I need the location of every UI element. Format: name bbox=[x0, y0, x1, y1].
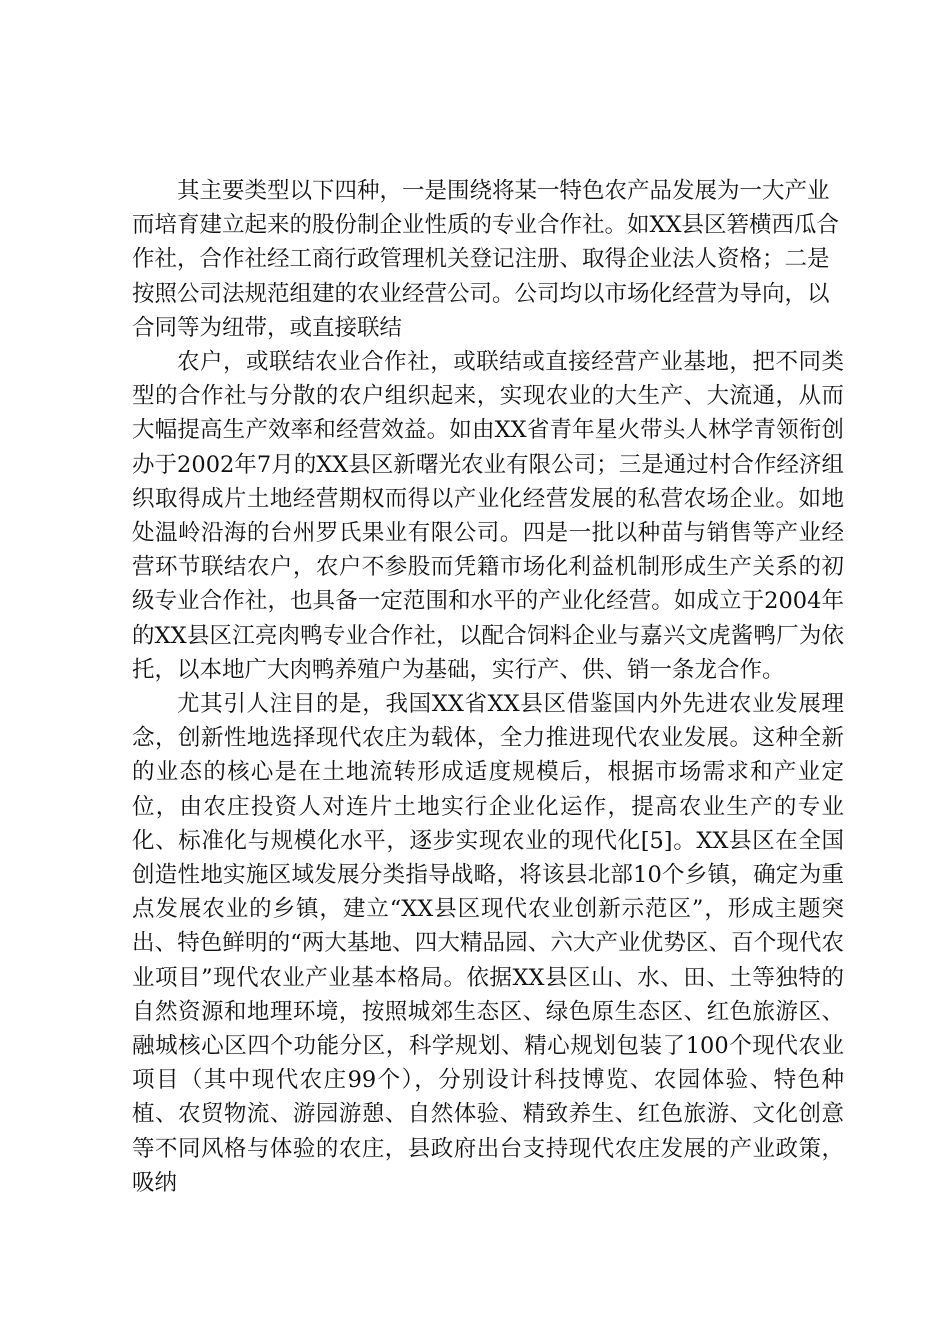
document-body bbox=[132, 174, 844, 1200]
paragraph-1: 其主要类型以下四种，一是围绕将某一特色农产品发展为一大产业而培育建立起来的股份制企业性质的专业合作社。如XX县区箬横西瓜合作社，合作社经工商行政管理机关登记注册、取得企业法人资格；二是按照公司法规范组建的农业经营公司。公司均以市场化经营为导向，以合同等为纽带，或直接联结 bbox=[132, 178, 840, 341]
paragraph-3: 尤其引人注目的是，我国XX省XX县区借鉴国内外先进农业发展理念，创新性地选择现代农庄为载体，全力推进现代农业发展。这种全新的业态的核心是在土地流转形成适度规模后，根据市场需求和产业定位，由农庄投资人对连片土地实行企业化运作，提高农业生产的专业化、标准化与规模化水平，逐步实现农业的现代化[5]。XX县区在全国创造性地实施区域发展分类指导战略，将该县北部10个乡镇，确定为重点发展农业的乡镇，建立“XX县区现代农业创新示范区”，形成主题突出、特色鲜明的“两大基地、四大精品园、六大产业优势区、百个现代农业项目”现代农业产业基本格局。依据XX县区山、水、田、土等独特的自然资源和地理环境，按照城郊生态区、绿色原生态区、红色旅游区、融城核心区四个功能分区，科学规划、精心规划包装了100个现代农业项目（其中现代农庄99个），分别设计科技博览、农园体验、特色种植、农贸物流、游园游憩、自然体验、精致养生、红色旅游、文化创意等不同风格与体验的农庄，县政府出台支持现代农庄发展的产业政策，吸纳 bbox=[132, 691, 844, 1196]
paragraph-2: 农户，或联结农业合作社，或联结或直接经营产业基地，把不同类型的合作社与分散的农户组织起来，实现农业的大生产、大流通，从而大幅提高生产效率和经营效益。如由XX省青年星火带头人林学青领衔创办于2002年7月的XX县区新曙光农业有限公司；三是通过村合作经济组织取得成片土地经营期权而得以产业化经营发展的私营农场企业。如地处温岭沿海的台州罗氏果业有限公司。四是一批以种苗与销售等产业经营环节联结农户，农户不参股而凭籍市场化利益机制形成生产关系的初级专业合作社，也具备一定范围和水平的产业化经营。如成立于2004年的XX县区江亮肉鸭专业合作社，以配合饲料企业与嘉兴文虎酱鸭厂为依托，以本地广大肉鸭养殖户为基础，实行产、供、销一条龙合作。 bbox=[132, 349, 844, 683]
